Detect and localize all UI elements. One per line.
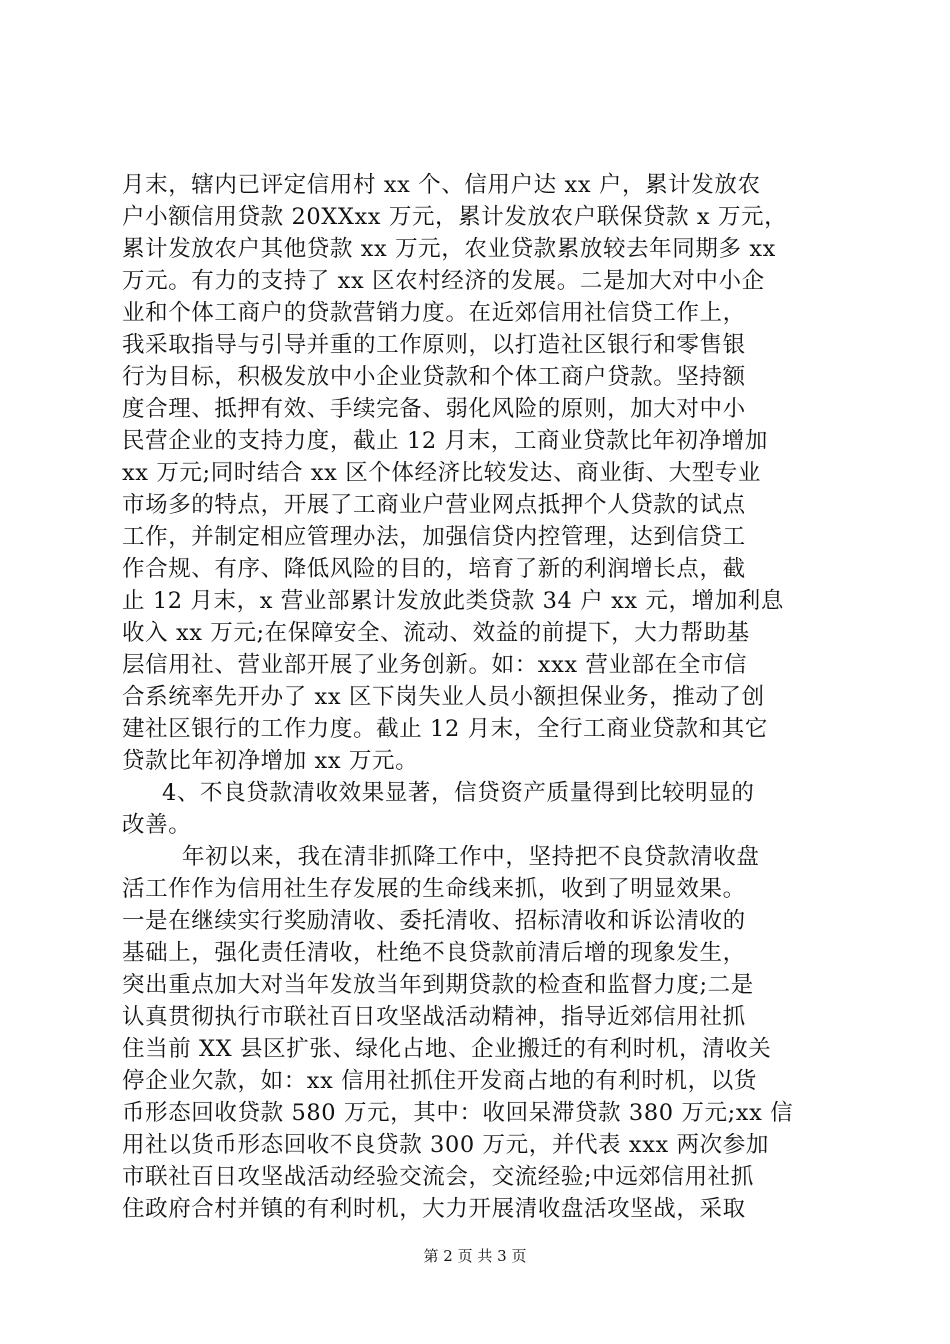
text-line: 止 12 月末，x 营业部累计发放此类贷款 34 户 xx 元，增加利息 bbox=[122, 588, 784, 614]
text-line: xx 万元;同时结合 xx 区个体经济比较发达、商业街、大型专业 bbox=[122, 460, 761, 486]
text-line: 层信用社、营业部开展了业务创新。如：xxx 营业部在全市信 bbox=[122, 652, 748, 678]
text-line: 突出重点加大对当年发放当年到期贷款的检查和监督力度;二是 bbox=[122, 972, 754, 998]
text-line: 一是在继续实行奖励清收、委托清收、招标清收和诉讼清收的 bbox=[122, 908, 746, 934]
text-line: 币形态回收贷款 580 万元，其中：收回呆滞贷款 380 万元;xx 信 bbox=[122, 1100, 794, 1126]
text-line: 月末，辖内已评定信用村 xx 个、信用户达 xx 户，累计发放农 bbox=[122, 172, 761, 198]
text-line: 市联社百日攻坚战活动经验交流会，交流经验;中远郊信用社抓 bbox=[122, 1164, 754, 1190]
text-line: 认真贯彻执行市联社百日攻坚战活动精神，指导近郊信用社抓 bbox=[122, 1004, 746, 1030]
text-line: 度合理、抵押有效、手续完备、弱化风险的原则，加大对中小 bbox=[122, 396, 746, 422]
text-line: 业和个体工商户的贷款营销力度。在近郊信用社信贷工作上， bbox=[122, 300, 746, 326]
text-line: 用社以货币形态回收不良贷款 300 万元，并代表 xxx 两次参加 bbox=[122, 1132, 769, 1158]
text-line: 基础上，强化责任清收，杜绝不良贷款前清后增的现象发生， bbox=[122, 940, 746, 966]
text-line: 作合规、有序、降低风险的目的，培育了新的利润增长点，截 bbox=[122, 556, 746, 582]
text-line: 住政府合村并镇的有利时机，大力开展清收盘活攻坚战，采取 bbox=[122, 1196, 746, 1222]
text-line: 行为目标，积极发放中小企业贷款和个体工商户贷款。坚持额 bbox=[122, 364, 746, 390]
section-heading: 4、不良贷款清收效果显著，信贷资产质量得到比较明显的 bbox=[162, 780, 755, 806]
text-line: 合系统率先开办了 xx 区下岗失业人员小额担保业务，推动了创 bbox=[122, 684, 765, 710]
text-line: 万元。有力的支持了 xx 区农村经济的发展。二是加大对中小企 bbox=[122, 268, 765, 294]
text-line: 改善。 bbox=[122, 812, 192, 838]
text-line: 我采取指导与引导并重的工作原则，以打造社区银行和零售银 bbox=[122, 332, 746, 358]
text-line: 收入 xx 万元;在保障安全、流动、效益的前提下，大力帮助基 bbox=[122, 620, 750, 646]
text-line: 户小额信用贷款 20XXxx 万元，累计发放农户联保贷款 x 万元， bbox=[122, 204, 788, 230]
text-line: 贷款比年初净增加 xx 万元。 bbox=[122, 748, 419, 774]
page-footer: 第 2 页 共 3 页 bbox=[423, 1247, 527, 1265]
text-line: 民营企业的支持力度，截止 12 月末，工商业贷款比年初净增加 bbox=[122, 428, 768, 454]
text-line: 停企业欠款，如：xx 信用社抓住开发商占地的有利时机，以货 bbox=[122, 1068, 757, 1094]
text-line: 建社区银行的工作力度。截止 12 月末，全行工商业贷款和其它 bbox=[122, 716, 768, 742]
text-line: 住当前 XX 县区扩张、绿化占地、企业搬迁的有利时机，清收关 bbox=[122, 1036, 772, 1062]
text-line: 累计发放农户其他贷款 xx 万元，农业贷款累放较去年同期多 xx bbox=[122, 236, 776, 262]
text-line: 工作，并制定相应管理办法，加强信贷内控管理，达到信贷工 bbox=[122, 524, 746, 550]
text-line: 活工作作为信用社生存发展的生命线来抓，收到了明显效果。 bbox=[122, 876, 746, 902]
text-line: 市场多的特点，开展了工商业户营业网点抵押个人贷款的试点 bbox=[122, 492, 746, 518]
paragraph-first-line: 年初以来，我在清非抓降工作中，坚持把不良贷款清收盘 bbox=[182, 844, 760, 870]
